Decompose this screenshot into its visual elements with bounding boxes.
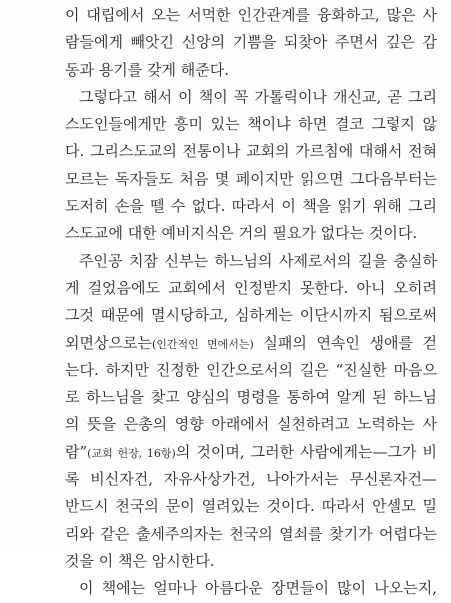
- text-line: 도저히 손을 뗄 수 없다. 따라서 이 책을 읽기 위해 그리: [65, 197, 437, 216]
- text-line: 모르는 독자들도 처음 몇 페이지만 읽으면 그다음부터는: [65, 169, 437, 188]
- text-line: 스도인들에게만 흥미 있는 책이냐 하면 결코 그렇지 않: [65, 115, 437, 134]
- text-line: 이 책에는 얼마나 아름다운 장면들이 많이 나오는지,: [79, 579, 437, 598]
- text-segment: 람”: [65, 442, 88, 461]
- text-line: 의 뜻을 은총의 영향 아래에서 실천하려고 노력하는 사: [65, 415, 437, 434]
- text-line: 리와 같은 출세주의자는 천국의 열쇠를 찾기가 어렵다는: [65, 524, 437, 543]
- text-line: 로 하느님을 찾고 양심의 명령을 통하여 알게 된 하느님: [65, 388, 437, 407]
- text-line: 스도교에 대한 예비지식은 거의 필요가 없다는 것이다.: [65, 224, 418, 243]
- inline-note: (교회 헌장, 16항): [87, 446, 176, 460]
- text-line: 게 걸었음에도 교회에서 인정받지 못한다. 아니 오히려: [65, 278, 437, 297]
- text-line: 는다. 하지만 진정한 인간으로서의 길은 “진실한 마음으: [65, 360, 437, 379]
- text-line: [65, 439, 437, 466]
- text-line: 주인공 치잠 신부는 하느님의 사제로서의 길을 충실하: [79, 251, 437, 270]
- text-line: 그것 때문에 멸시당하고, 심하게는 이단시까지 됨으로써: [65, 306, 437, 325]
- text-line: 반드시 천국의 문이 열려있는 것이다. 따라서 안셀모 밀: [65, 497, 437, 516]
- text-line: 이 대립에서 오는 서먹한 인간관계를 융화하고, 많은 사: [65, 6, 437, 24]
- text-segment: 의 것이며, 그러한 사람에게는—그가 비: [175, 442, 437, 461]
- text-line: 그렇다고 해서 이 책이 꼭 가톨릭이나 개신교, 곧 그리: [79, 87, 437, 106]
- text-segment: 외면상으로는: [65, 333, 152, 352]
- text-line: [65, 330, 437, 357]
- text-line: 것을 이 책은 암시한다.: [65, 551, 215, 570]
- body-text: [65, 2, 437, 603]
- inline-note: (인간적인 면에서는): [151, 337, 254, 351]
- text-line: 람들에게 빼앗긴 신앙의 기쁨을 되찾아 주면서 깊은 감: [65, 33, 437, 52]
- text-line: 동과 용기를 갖게 해준다.: [65, 60, 229, 79]
- text-line: 록 비신자건, 자유사상가건, 나아가서는 무신론자건—: [65, 470, 437, 489]
- text-segment: 실패의 연속인 생애를 걷: [253, 333, 437, 352]
- text-line: 다. 그리스도교의 전통이나 교회의 가르침에 대해서 전혀: [65, 142, 437, 161]
